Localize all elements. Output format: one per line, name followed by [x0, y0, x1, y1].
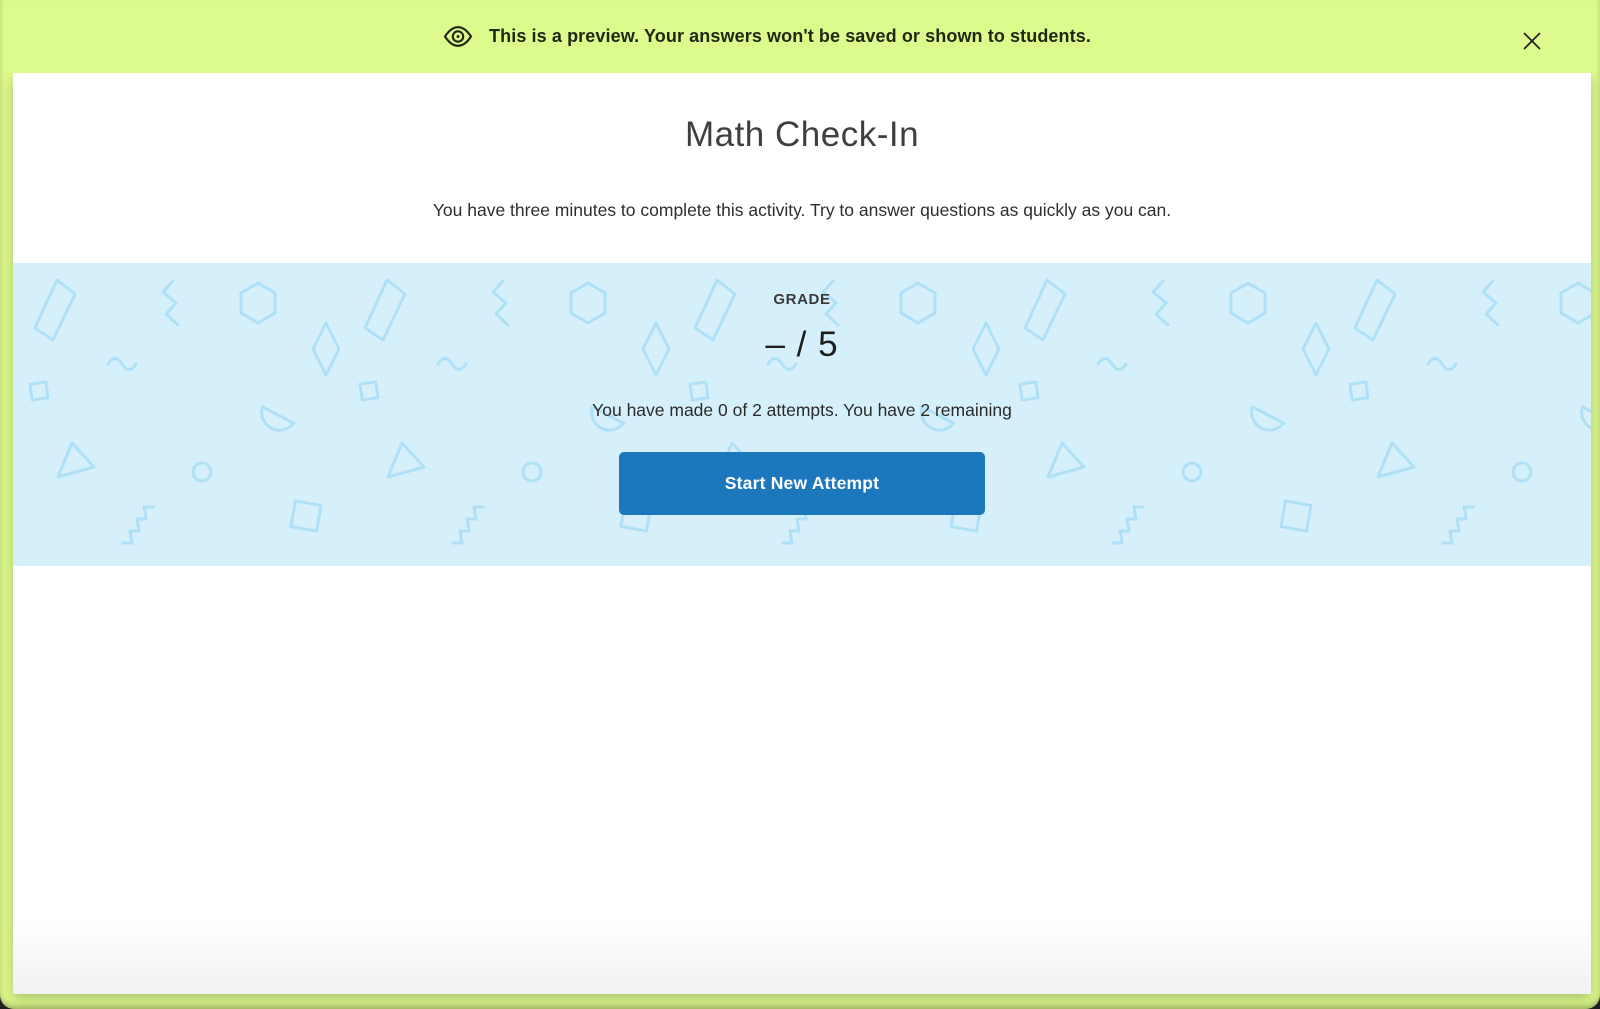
attempts-status: You have made 0 of 2 attempts. You have 2 remaining [592, 400, 1012, 420]
eye-icon [443, 25, 473, 48]
start-new-attempt-button[interactable]: Start New Attempt [619, 452, 985, 515]
banner-message: This is a preview. Your answers won't be saved or shown to students. [489, 26, 1091, 46]
bottom-shadow [13, 919, 1591, 994]
grade-content [13, 263, 1591, 566]
page-title: Math Check-In [684, 115, 920, 154]
close-icon[interactable] [1518, 27, 1546, 55]
activity-card [13, 73, 1591, 994]
grade-score: – / 5 [765, 325, 839, 364]
activity-instructions: You have three minutes to complete this activity. Try to answer questions as quickly as you can. [432, 200, 1172, 220]
grade-label: GRADE [773, 291, 831, 308]
preview-banner [0, 0, 1600, 73]
banner-content [0, 0, 1567, 73]
grade-panel [13, 263, 1591, 566]
